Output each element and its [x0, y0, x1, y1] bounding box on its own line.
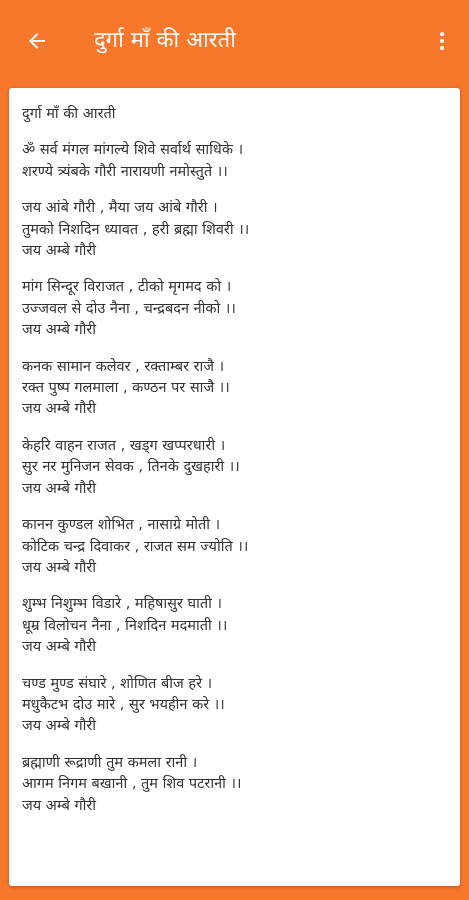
aarti-heading: दुर्गा माँ की आरती: [22, 106, 116, 122]
stanza: [22, 674, 446, 738]
verse-line: जय अम्बे गौरी: [22, 243, 97, 260]
stanza: [22, 436, 446, 500]
verse-line: सुर नर मुनिजन सेवक , तिनके दुखहारी ।।: [22, 459, 240, 476]
stanza: [22, 357, 446, 421]
verse-line: जय अम्बे गौरी: [22, 559, 97, 576]
verse-line: तुमको निशदिन ध्यावत , हरी ब्रह्मा शिवरी ।।: [22, 221, 250, 238]
verse-line: आगम निगम बखानी , तुम शिव पटरानी ।।: [22, 776, 242, 793]
app-bar: [0, 0, 469, 82]
stanza: [22, 753, 446, 817]
aarti-text: [22, 140, 446, 817]
verse-line: जय अम्बे गौरी: [22, 401, 97, 418]
verse-line: जय अम्बे गौरी: [22, 718, 97, 735]
verse-line: जय अम्बे गौरी: [22, 639, 97, 656]
verse-line: कानन कुण्डल शोभित , नासाग्रे मोती ।: [22, 517, 221, 534]
verse-line: ॐ सर्व मंगल मांगल्ये शिवे सर्वार्थ साधिके ।: [22, 142, 244, 159]
verse-line: कोटिक चन्द्र दिवाकर , राजत सम ज्योति ।।: [22, 538, 249, 555]
verse-line: केहरि वाहन राजत , खड्ग खप्परधारी ।: [22, 437, 226, 454]
verse-line: जय अम्बे गौरी: [22, 480, 97, 497]
verse-line: जय अम्बे गौरी: [22, 322, 97, 339]
verse-line: ब्रह्माणी रूद्राणी तुम कमला रानी ।: [22, 754, 198, 771]
arrow-left-icon: [25, 29, 49, 53]
verse-line: शरण्ये त्र्यंबके गौरी नारायणी नमोस्तुते ।।: [22, 163, 228, 180]
aarti-card: [9, 88, 460, 886]
verse-line: कनक सामान कलेवर , रक्ताम्बर राजै ।: [22, 358, 225, 375]
verse-line: धूम्र विलोचन नैना , निशदिन मदमाती ।।: [22, 617, 228, 634]
stanza: [22, 594, 446, 658]
verse-line: चण्ड मुण्ड संघारे , शोणित बीज हरे ।: [22, 675, 213, 692]
verse-line: जय अम्बे गौरी: [22, 797, 97, 814]
verse-line: जय आंबे गौरी , मैया जय आंबे गौरी ।: [22, 200, 218, 217]
verse-line: शुम्भ निशुम्भ विडारे , महिषासुर घाती ।: [22, 596, 222, 613]
back-button[interactable]: [20, 24, 54, 58]
verse-line: रक्त पुष्प गलमाला , कण्ठन पर साजै ।।: [22, 380, 230, 397]
stanza: [22, 140, 446, 183]
more-vertical-icon: [430, 29, 454, 53]
stanza: [22, 515, 446, 579]
overflow-menu-button[interactable]: [429, 24, 455, 58]
stanza: [22, 277, 446, 341]
page-title: दुर्गा माँ की आरती: [94, 28, 236, 53]
stanza: [22, 198, 446, 262]
verse-line: उज्जवल से दोउ नैना , चन्द्रबदन नीको ।।: [22, 300, 236, 317]
verse-line: मांग सिन्दूर विराजत , टीको मृगमद को ।: [22, 279, 232, 296]
verse-line: मधुकैटभ दोउ मारे , सुर भयहीन करे ।।: [22, 696, 225, 713]
